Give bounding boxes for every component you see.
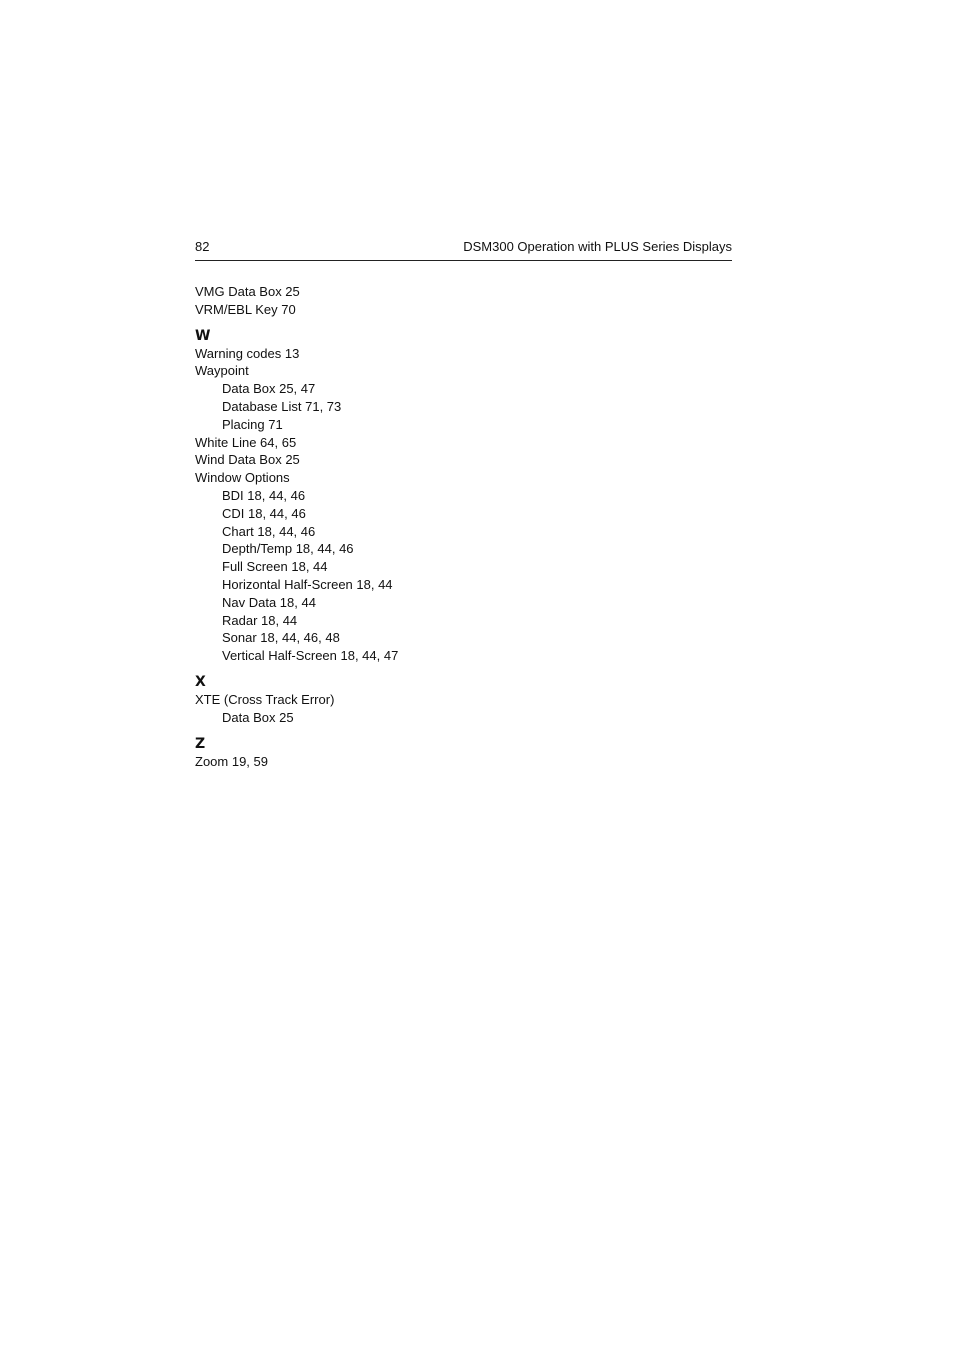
index-subentry-waypoint-data-box: Data Box 25, 47 bbox=[222, 381, 316, 397]
index-entry-vmg-data-box: VMG Data Box 25 bbox=[195, 284, 300, 299]
page-number: 82 bbox=[195, 239, 210, 254]
index-entry-xte: XTE (Cross Track Error) bbox=[195, 691, 335, 707]
index-entry-wind-data-box: Wind Data Box 25 bbox=[195, 452, 300, 468]
index-entry-zoom: Zoom 19, 59 bbox=[195, 753, 268, 769]
index-subentry-xte-data-box: Data Box 25 bbox=[222, 709, 294, 725]
index-entry-waypoint: Waypoint bbox=[195, 363, 249, 379]
index-subentry-cdi: CDI 18, 44, 46 bbox=[222, 505, 306, 521]
index-subentry-depth-temp: Depth/Temp 18, 44, 46 bbox=[222, 541, 354, 557]
index-entry-vrm-ebl-key: VRM/EBL Key 70 bbox=[195, 301, 296, 317]
index-subentry-full-screen: Full Screen 18, 44 bbox=[222, 559, 328, 575]
index-subentry-vertical-half-screen: Vertical Half-Screen 18, 44, 47 bbox=[222, 648, 399, 664]
index-subentry-bdi: BDI 18, 44, 46 bbox=[222, 487, 306, 503]
index-entry-window-options: Window Options bbox=[195, 470, 290, 486]
index-entry-white-line: White Line 64, 65 bbox=[195, 434, 297, 450]
index-page bbox=[195, 238, 732, 770]
index-entry-warning-codes: Warning codes 13 bbox=[195, 345, 300, 361]
index-subentry-waypoint-placing: Placing 71 bbox=[222, 416, 283, 432]
index-subentry-radar: Radar 18, 44 bbox=[222, 612, 298, 628]
index-subentry-nav-data: Nav Data 18, 44 bbox=[222, 594, 316, 610]
index-list bbox=[195, 283, 732, 770]
page-header bbox=[195, 238, 732, 261]
index-letter-x: X bbox=[195, 673, 206, 690]
index-letter-z: Z bbox=[195, 735, 206, 752]
index-subentry-waypoint-database-list: Database List 71, 73 bbox=[222, 398, 342, 414]
index-subentry-horizontal-half-screen: Horizontal Half-Screen 18, 44 bbox=[222, 576, 393, 592]
running-title: DSM300 Operation with PLUS Series Displays bbox=[463, 239, 732, 254]
index-subentry-sonar: Sonar 18, 44, 46, 48 bbox=[222, 630, 340, 646]
index-letter-w: W bbox=[195, 327, 211, 344]
index-subentry-chart: Chart 18, 44, 46 bbox=[222, 523, 316, 539]
